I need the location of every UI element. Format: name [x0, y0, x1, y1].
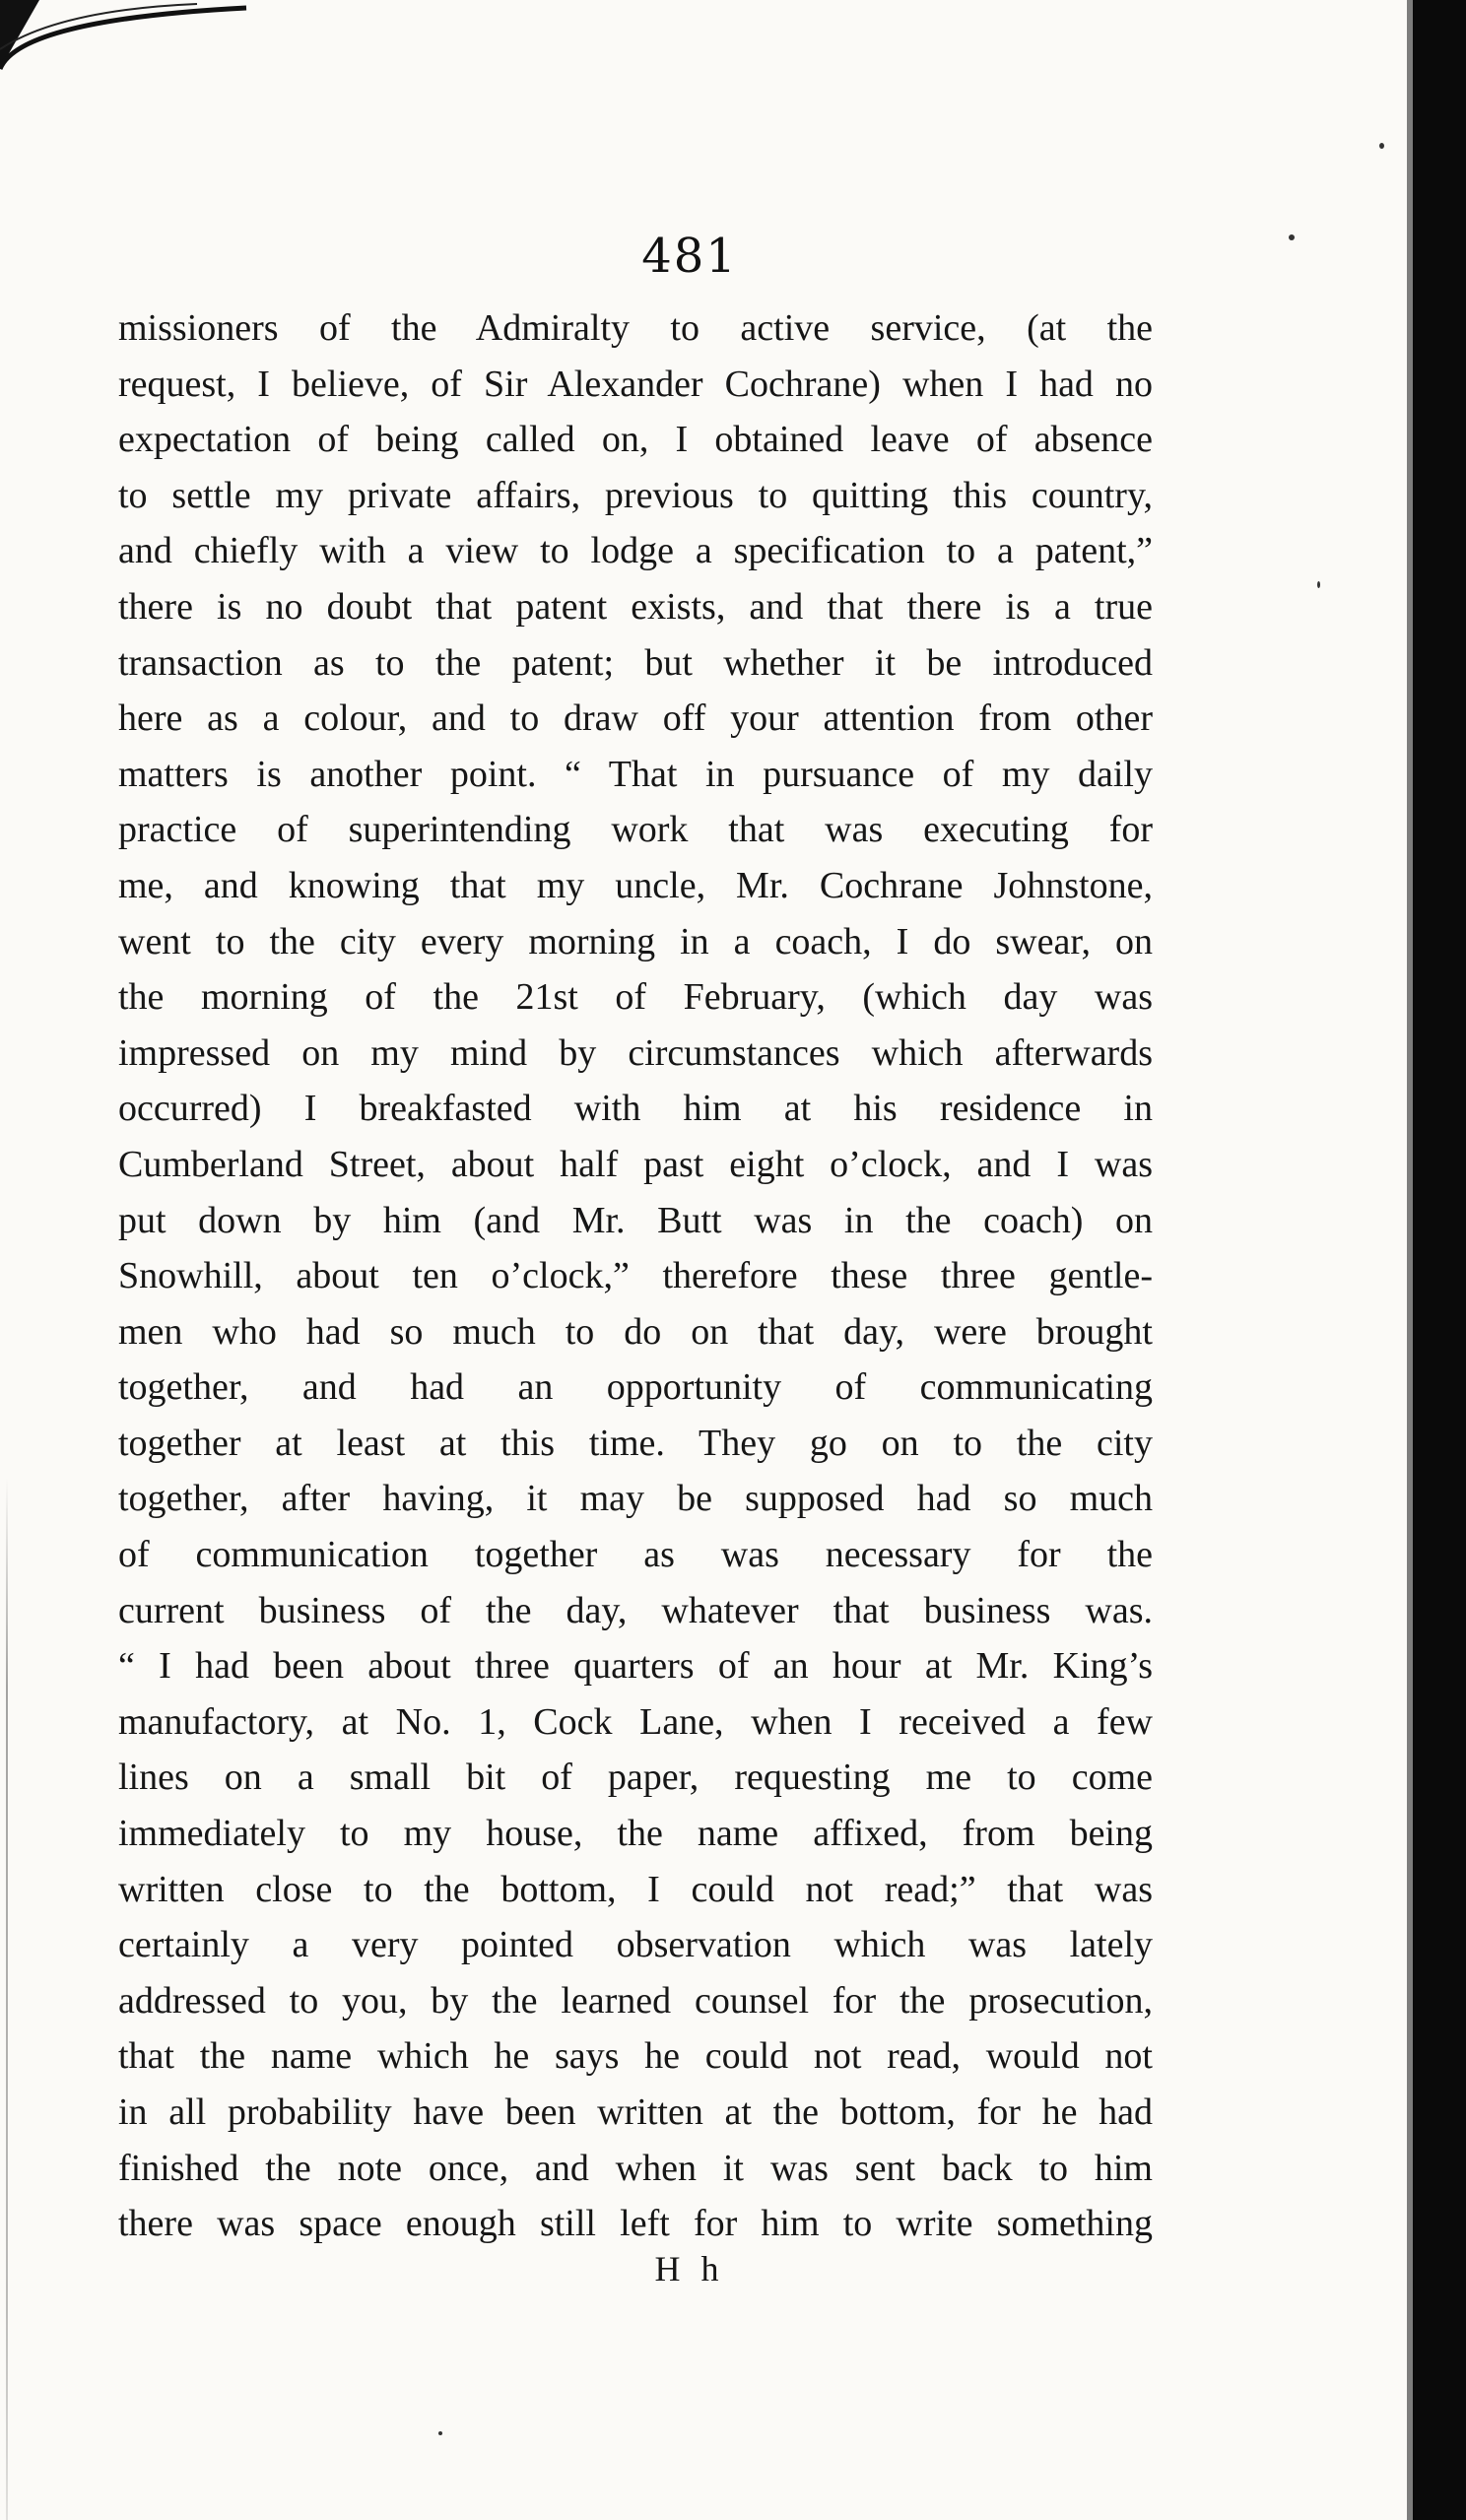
text-line: certainly a very pointed observation which was lately [118, 1924, 1153, 1966]
text-line: “ I had been about three quarters of an hour at Mr. King’s [118, 1645, 1153, 1688]
text-line: occurred) I breakfasted with him at his residence in [118, 1088, 1153, 1130]
ink-speck [1289, 234, 1295, 240]
text-line: there was space enough still left for him to write something [118, 2203, 1153, 2245]
text-line: put down by him (and Mr. Butt was in the coach) on [118, 1199, 1153, 1241]
text-line: transaction as to the patent; but whether it be introduced [118, 641, 1153, 684]
text-line: manufactory, at No. 1, Cock Lane, when I received a few [118, 1700, 1153, 1743]
text-line: here as a colour, and to draw off your attention from other [118, 697, 1153, 740]
text-line: written close to the bottom, I could not read;” that was [118, 1868, 1153, 1910]
text-line: together, after having, it may be supposed had so much [118, 1478, 1153, 1520]
page-number: 481 [641, 229, 738, 284]
text-line: the morning of the 21st of February, (which day was [118, 976, 1153, 1019]
text-line: Snowhill, about ten o’clock,” therefore these three gentle- [118, 1255, 1153, 1297]
text-line: current business of the day, whatever that business was. [118, 1589, 1153, 1631]
text-line: me, and knowing that my uncle, Mr. Cochrane Johnstone, [118, 864, 1153, 906]
text-line: expectation of being called on, I obtained leave of absence [118, 419, 1153, 461]
ink-speck [1317, 581, 1320, 588]
text-line: Cumberland Street, about half past eight o’clock, and I was [118, 1143, 1153, 1185]
ink-speck [438, 2431, 442, 2435]
text-line: together at least at this time. They go on to the city [118, 1422, 1153, 1464]
text-line: request, I believe, of Sir Alexander Cochrane) when I had no [118, 363, 1153, 405]
text-line: missioners of the Admiralty to active service, (at the [118, 307, 1153, 349]
text-line: to settle my private affairs, previous to quitting this country, [118, 474, 1153, 516]
text-line: finished the note once, and when it was sent back to him [118, 2147, 1153, 2189]
text-line: in all probability have been written at the bottom, for he had [118, 2091, 1153, 2133]
page-left-edge-shadow [6, 1478, 8, 2520]
text-line: practice of superintending work that was executing for [118, 809, 1153, 851]
text-line: matters is another point. “ That in pursuance of my daily [118, 753, 1153, 795]
text-line: impressed on my mind by circumstances which afterwards [118, 1031, 1153, 1074]
body-text [118, 300, 1153, 2252]
ink-speck [1379, 143, 1384, 149]
text-line: men who had so much to do on that day, were brought [118, 1310, 1153, 1353]
text-line: addressed to you, by the learned counsel for the prosecution, [118, 1979, 1153, 2022]
text-line: that the name which he says he could not read, would not [118, 2035, 1153, 2078]
text-line: of communication together as was necessary for the [118, 1534, 1153, 1576]
text-line: and chiefly with a view to lodge a specification to a patent,” [118, 530, 1153, 572]
text-line: immediately to my house, the name affixed, from being [118, 1813, 1153, 1855]
text-line: together, and had an opportunity of communicating [118, 1366, 1153, 1409]
page-binding-edge [1413, 0, 1466, 2520]
text-line: there is no doubt that patent exists, and that there is a true [118, 585, 1153, 628]
text-line: went to the city every morning in a coach, I do swear, on [118, 920, 1153, 962]
signature-mark: H h [654, 2249, 725, 2288]
page-corner-mark [0, 0, 256, 89]
text-line: lines on a small bit of paper, requesting me to come [118, 1757, 1153, 1799]
